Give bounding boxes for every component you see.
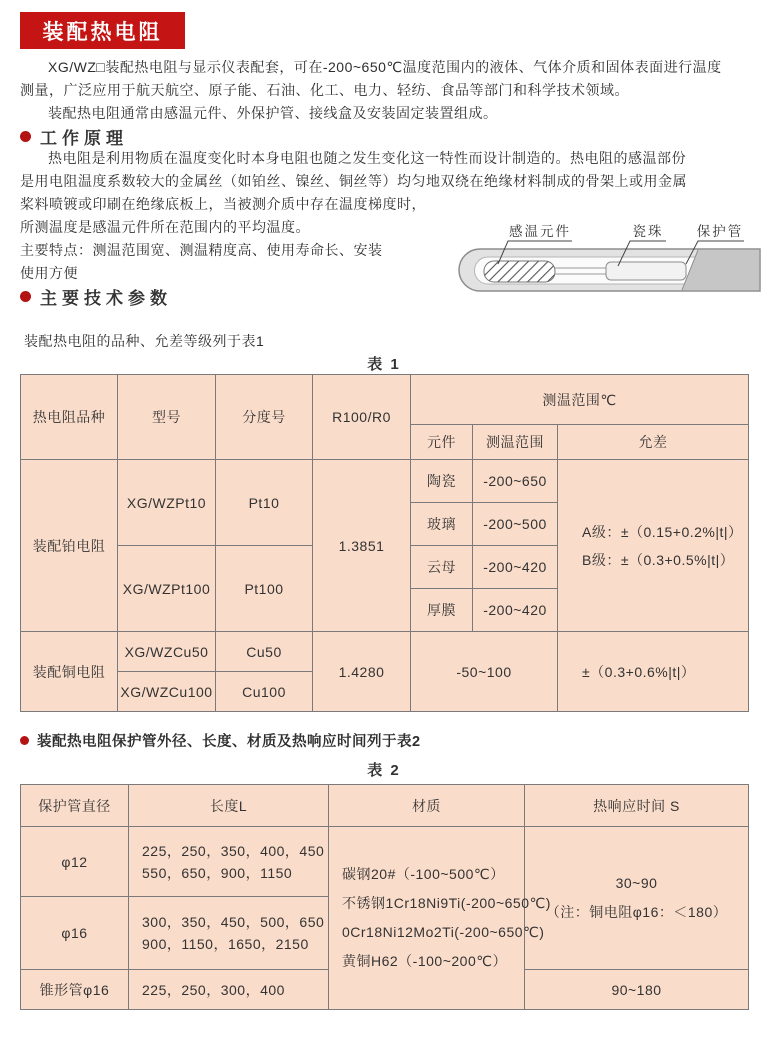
diagram-label-sensing-element: 感温元件 — [509, 224, 571, 239]
t2-material — [329, 827, 551, 1010]
t2-length-cone16 — [129, 970, 329, 1010]
response-value: 30~90 — [615, 875, 658, 891]
principle-line: 是用电阻温度系数较大的金属丝（如铂丝、镍丝、铜丝等）均匀地双绕在绝缘材料制成的骨架上或用金属 — [20, 173, 687, 189]
t1-element-ceramic: 陶瓷 — [411, 460, 473, 503]
t1-variety-platinum: 装配铂电阻 — [21, 460, 118, 632]
table2-caption: 表 2 — [367, 762, 401, 779]
length-line: 225，250，300，400 — [142, 981, 285, 998]
t1-range-mica: -200~420 — [473, 546, 558, 589]
t1-model-cu100: XG/WZCu100 — [118, 672, 216, 712]
table1-caption: 表 1 — [367, 356, 401, 373]
t1-model-pt10: XG/WZPt10 — [118, 460, 216, 546]
principle-line: 热电阻是利用物质在温度变化时本身电阻也随之发生变化这一特性而设计制造的。热电阻的感温部份 — [48, 150, 686, 166]
diagram-label-ceramic-bead: 瓷珠 — [632, 224, 664, 239]
table1-intro: 装配热电阻的品种、允差等级列于表1 — [24, 333, 265, 349]
t2-length-phi12 — [129, 827, 329, 897]
section-tech-params — [20, 284, 172, 309]
t2-header-diameter: 保护管直径 — [21, 785, 129, 827]
table2-protection-tube — [20, 784, 749, 1010]
t2-header-length: 长度L — [129, 785, 329, 827]
t1-model-cu50: XG/WZCu50 — [118, 632, 216, 672]
section-bullet-icon — [20, 131, 31, 142]
t1-graduation-cu100: Cu100 — [216, 672, 313, 712]
principle-line: 桨料喷镀或印刷在绝缘底板上，当被测介质中存在温度梯度时， — [20, 196, 426, 212]
t2-response-last: 90~180 — [525, 970, 749, 1010]
t1-range-glass: -200~500 — [473, 503, 558, 546]
t2-diameter-phi12: φ12 — [21, 827, 129, 897]
t1-header-ratio: R100/R0 — [313, 375, 411, 460]
material-line: 不锈钢1Cr18Ni9Ti(-200~650℃) — [342, 895, 551, 911]
t1-tolerance-platinum — [558, 460, 749, 632]
principle-line: 主要特点：测温范围宽、测温精度高、使用寿命长、安装 — [20, 242, 383, 258]
t1-header-model: 型号 — [118, 375, 216, 460]
t1-variety-copper: 装配铜电阻 — [21, 632, 118, 712]
table1-specs — [20, 374, 749, 712]
tolerance-line-b: B级：±（0.3+0.5%|t|） — [582, 551, 735, 568]
t2-header-material: 材质 — [329, 785, 525, 827]
t1-header-graduation: 分度号 — [216, 375, 313, 460]
section-working-principle — [20, 124, 128, 149]
t1-range-thickfilm: -200~420 — [473, 589, 558, 632]
principle-line: 使用方便 — [20, 265, 78, 281]
tolerance-line-a: A级：±（0.15+0.2%|t|） — [582, 523, 743, 540]
intro-line: 测量，广泛应用于航天航空、原子能、石油、化工、电力、轻纺、食品等部门和科学技术领域。 — [20, 82, 629, 98]
ceramic-bead-shape — [606, 262, 686, 280]
response-note: （注：铜电阻φ16：＜180） — [545, 904, 728, 920]
length-line: 225，250，350，400，450 — [142, 842, 325, 859]
section-bullet-icon — [20, 736, 29, 745]
t2-diameter-phi16: φ16 — [21, 897, 129, 970]
t1-range-copper: -50~100 — [411, 632, 558, 712]
probe-diagram — [458, 222, 778, 298]
length-line: 550，650，900，1150 — [142, 864, 293, 881]
t2-header-response: 热响应时间 S — [525, 785, 749, 827]
t1-header-range-group: 测温范围℃ — [411, 375, 749, 425]
section-heading: 工作原理 — [40, 129, 128, 148]
t1-tolerance-copper: ±（0.3+0.6%|t|） — [558, 632, 749, 712]
material-line: 碳钢20#（-100~500℃） — [342, 866, 505, 882]
t1-graduation-cu50: Cu50 — [216, 632, 313, 672]
t1-element-mica: 云母 — [411, 546, 473, 589]
t1-header-variety: 热电阻品种 — [21, 375, 118, 460]
t2-length-phi16 — [129, 897, 329, 970]
table2-intro-row — [20, 730, 421, 751]
length-line: 900，1150，1650，2150 — [142, 936, 309, 952]
page-title: 装配热电阻 — [20, 12, 185, 49]
sensing-element-hatch — [484, 261, 555, 282]
t1-graduation-pt10: Pt10 — [216, 460, 313, 546]
t1-ratio-platinum: 1.3851 — [313, 460, 411, 632]
section-heading: 主要技术参数 — [40, 289, 172, 308]
t1-element-glass: 玻璃 — [411, 503, 473, 546]
t1-header-range: 测温范围 — [473, 425, 558, 460]
intro-line: XG/WZ□装配热电阻与显示仪表配套，可在-200~650℃温度范围内的液体、气体介质和固体表面进行温度 — [48, 59, 722, 75]
t1-model-pt100: XG/WZPt100 — [118, 546, 216, 632]
t2-diameter-cone16: 锥形管φ16 — [21, 970, 129, 1010]
t1-range-ceramic: -200~650 — [473, 460, 558, 503]
principle-line: 所测温度是感温元件所在范围内的平均温度。 — [20, 219, 310, 235]
t1-element-thickfilm: 厚膜 — [411, 589, 473, 632]
table2-intro: 装配热电阻保护管外径、长度、材质及热响应时间列于表2 — [37, 734, 421, 750]
material-line: 0Cr18Ni12Mo2Ti(-200~650℃) — [342, 924, 545, 940]
t1-header-element: 元件 — [411, 425, 473, 460]
diagram-label-protection-tube: 保护管 — [696, 224, 744, 239]
length-line: 300，350，450，500，650 — [142, 914, 325, 930]
material-line: 黄铜H62（-100~200℃） — [342, 953, 507, 969]
t1-header-tolerance: 允差 — [558, 425, 749, 460]
intro-line: 装配热电阻通常由感温元件、外保护管、接线盒及安装固定装置组成。 — [48, 105, 498, 121]
t1-ratio-copper: 1.4280 — [313, 632, 411, 712]
section-bullet-icon — [20, 291, 31, 302]
t2-response-merged — [525, 827, 749, 970]
t1-graduation-pt100: Pt100 — [216, 546, 313, 632]
